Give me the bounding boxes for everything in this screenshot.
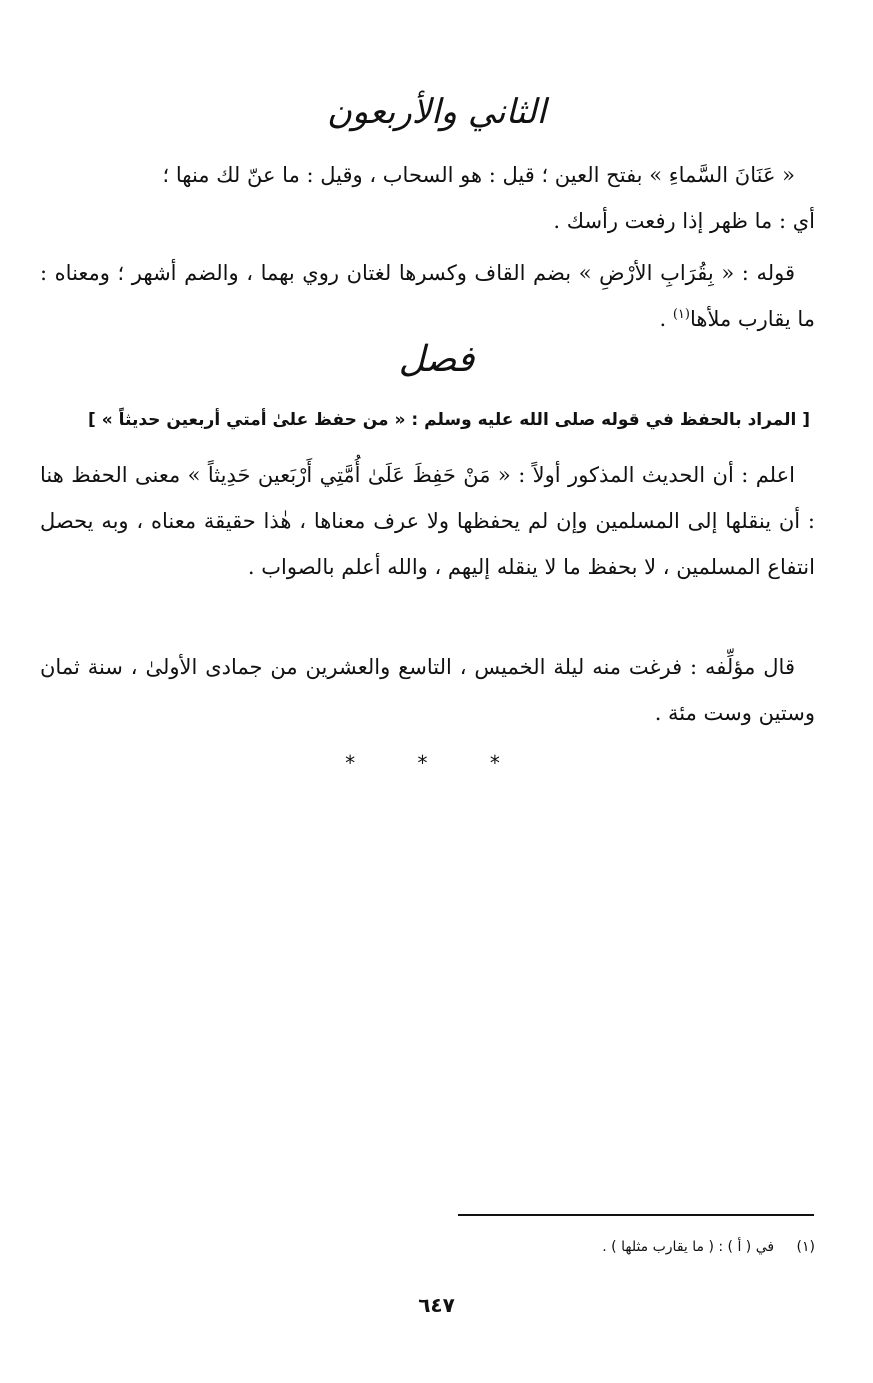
gloss-qurab-body: قوله : « بِقُرَابِ الأرْضِ » بضم القاف وكسرها لغتان روي بهما ، والضم أشهر ؛ ومعناه : ما يقارب ملأها bbox=[40, 261, 815, 331]
footnote-rule bbox=[458, 1214, 814, 1216]
gloss-line-1: « عَنَانَ السَّماءِ » بفتح العين ؛ قيل : هو السحاب ، وقيل : ما عنّ لك منها ؛ bbox=[162, 163, 795, 187]
section-separator: * * * bbox=[345, 751, 528, 775]
footnote bbox=[400, 1234, 815, 1260]
footnote-text: في ( أ ) : ( ما يقارب مثلها ) . bbox=[602, 1239, 775, 1255]
gloss-paragraph-qurab bbox=[40, 250, 815, 342]
paragraph-hifz-meaning bbox=[40, 452, 815, 590]
paragraph-colophon-text: قال مؤلِّفه : فرغت منه ليلة الخميس ، التاسع والعشرين من جمادى الأولىٰ ، سنة ثمان وستين وست مئة . bbox=[40, 655, 815, 725]
gloss-qurab-text bbox=[40, 250, 815, 342]
paragraph-colophon bbox=[40, 644, 815, 736]
chapter-title: الثاني والأربعون bbox=[326, 92, 547, 132]
section-subtitle: [ المراد بالحفظ في قوله صلى الله عليه وسلم : « من حفظ علىٰ أمتي أربعين حديثاً » ] bbox=[88, 410, 810, 430]
page-number: ٦٤٧ bbox=[418, 1293, 455, 1317]
gloss-qurab-tail: . bbox=[659, 307, 673, 331]
section-heading: فصل bbox=[398, 339, 475, 380]
gloss-line-2: أي : ما ظهر إذا رفعت رأسك . bbox=[553, 209, 815, 233]
paragraph-hifz-text: اعلم : أن الحديث المذكور أولاً : « مَنْ حَفِظَ عَلَىٰ أُمَّتِي أَرْبَعين حَدِيثاً » معنى الحفظ هنا : أن ينقلها إلى المسلمين وإن لم يحفظها ولا عرف معناها ، هٰذا حقيقة معناه ، وبه يحصل انتفاع المسلمين ، لا بحفظ ما لا ينقله إليهم ، والله أعلم بالصواب . bbox=[40, 463, 815, 579]
footnote-reference[interactable]: (١) bbox=[672, 307, 690, 322]
gloss-paragraph-anan bbox=[40, 152, 815, 244]
footnote-number: (١) bbox=[796, 1239, 815, 1255]
